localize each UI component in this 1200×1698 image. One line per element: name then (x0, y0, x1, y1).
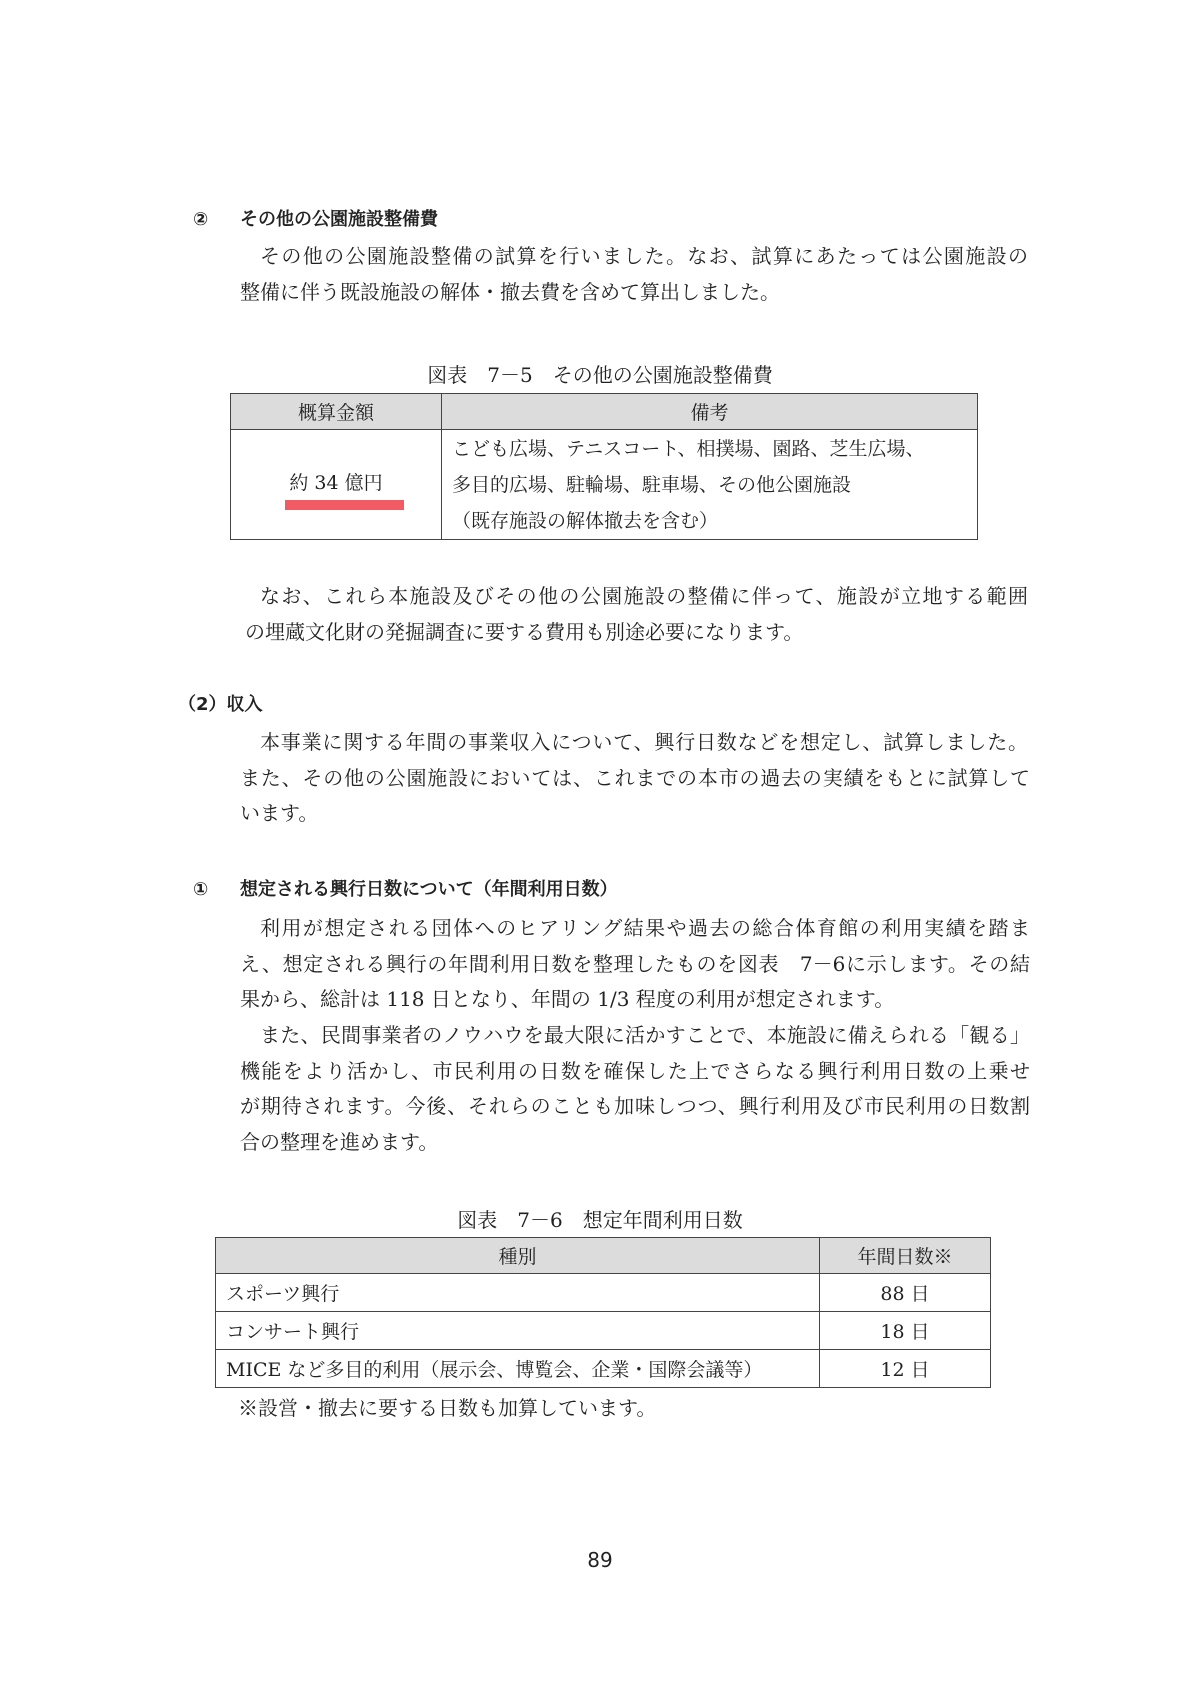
section-heading: （2）収入 (178, 694, 263, 715)
table-row (216, 1274, 991, 1312)
section-number: ② (193, 209, 209, 230)
table-row (216, 1350, 991, 1388)
table-caption: 図表 7－5 その他の公園施設整備費 (427, 363, 773, 387)
paragraph-line: 果から、総計は 118 日となり、年間の 1/3 程度の利用が想定されます。 (240, 987, 895, 1011)
table-footnote: ※設営・撤去に要する日数も加算しています。 (238, 1396, 657, 1420)
paragraph-line: 利用が想定される団体へのヒアリング結果や過去の総合体育館の利用実績を踏ま (260, 916, 1030, 940)
highlight-underline (285, 500, 404, 510)
page-number: 89 (587, 1548, 613, 1572)
type-cell: コンサート興行 (216, 1312, 820, 1350)
paragraph-line: 機能をより活かし、市民利用の日数を確保した上でさらなる興行利用日数の上乗せ (240, 1059, 1030, 1083)
paragraph-line: え、想定される興行の年間利用日数を整理したものを図表 7－6に示します。その結 (240, 952, 1030, 976)
column-header: 年間日数※ (820, 1238, 991, 1274)
section-heading: その他の公園施設整備費 (240, 209, 438, 230)
days-cell: 88 日 (820, 1274, 991, 1312)
section-heading: 想定される興行日数について（年間利用日数） (240, 879, 618, 900)
remarks-line: こども広場、テニスコート、相撲場、園路、芝生広場、 (452, 437, 925, 460)
days-cell: 18 日 (820, 1312, 991, 1350)
remarks-line: （既存施設の解体撤去を含む） (452, 509, 719, 532)
paragraph-line: 合の整理を進めます。 (240, 1130, 439, 1154)
column-header: 種別 (216, 1238, 820, 1274)
remarks-cell (442, 430, 978, 540)
paragraph-line: また、民間事業者のノウハウを最大限に活かすことで、本施設に備えられる「観る」 (260, 1023, 1030, 1047)
paragraph-line: 本事業に関する年間の事業収入について、興行日数などを想定し、試算しました。 (260, 730, 1028, 754)
usage-days-table (215, 1237, 991, 1388)
column-header: 備考 (442, 394, 978, 430)
paragraph-line: います。 (240, 801, 319, 825)
table-row (216, 1312, 991, 1350)
paragraph-line: その他の公園施設整備の試算を行いました。なお、試算にあたっては公園施設の (260, 244, 1028, 268)
amount-cell: 約 34 億円 (231, 430, 442, 540)
table-caption: 図表 7－6 想定年間利用日数 (457, 1208, 743, 1232)
paragraph-line: なお、これら本施設及びその他の公園施設の整備に伴って、施設が立地する範囲 (260, 584, 1028, 608)
column-header: 概算金額 (231, 394, 442, 430)
type-cell: MICE など多目的利用（展示会、博覧会、企業・国際会議等） (216, 1350, 820, 1388)
section-number: ① (193, 879, 209, 900)
days-cell: 12 日 (820, 1350, 991, 1388)
remarks-line: 多目的広場、駐輪場、駐車場、その他公園施設 (452, 473, 852, 496)
paragraph-line: が期待されます。今後、それらのことも加味しつつ、興行利用及び市民利用の日数割 (240, 1094, 1030, 1118)
cost-table (230, 393, 978, 540)
paragraph-line: 整備に伴う既設施設の解体・撤去費を含めて算出しました。 (240, 280, 780, 304)
paragraph-line: また、その他の公園施設においては、これまでの本市の過去の実績をもとに試算して (240, 766, 1030, 790)
paragraph-line: の埋蔵文化財の発掘調査に要する費用も別途必要になります。 (245, 620, 804, 644)
type-cell: スポーツ興行 (216, 1274, 820, 1312)
